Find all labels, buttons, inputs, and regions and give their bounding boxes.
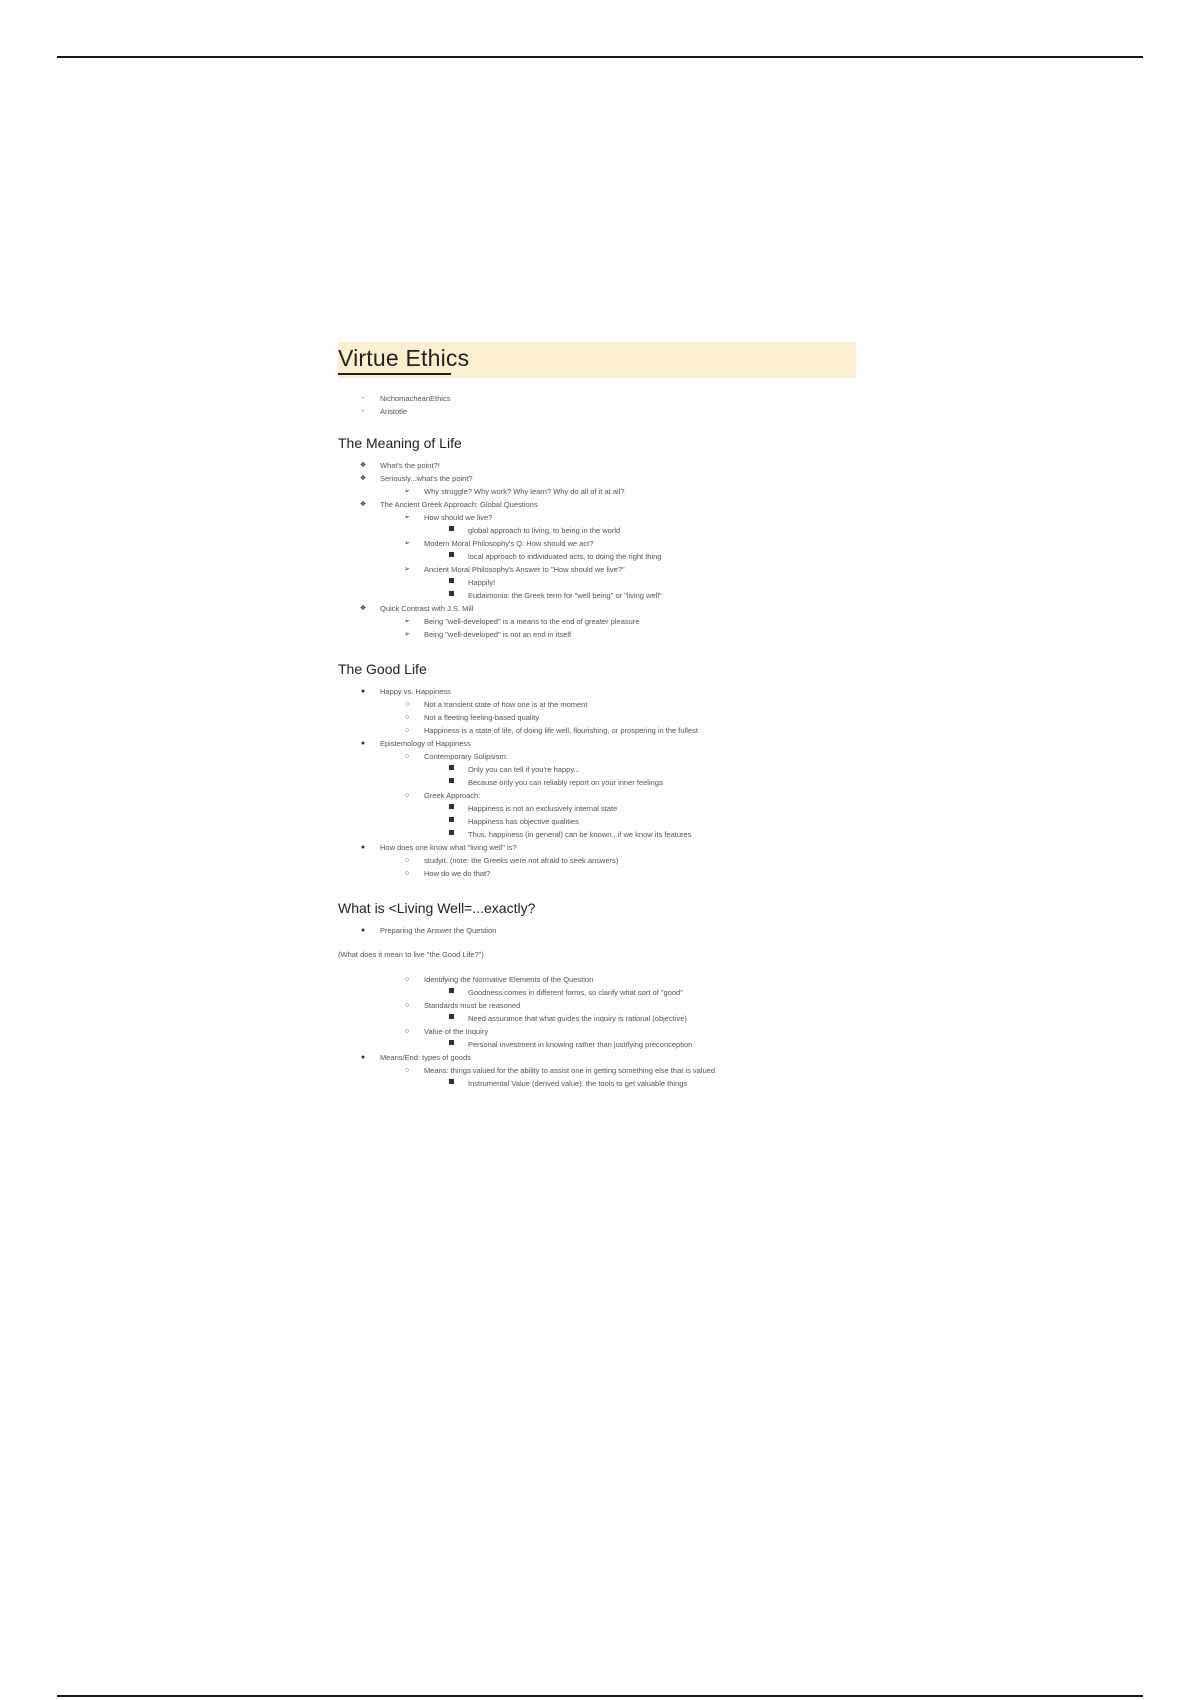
square-bullet xyxy=(446,776,456,789)
note-text: (What does it mean to live "the Good Life?") xyxy=(338,950,484,959)
list-item xyxy=(338,498,898,511)
list-item xyxy=(338,867,898,880)
bullet-marker: ○ xyxy=(404,1002,410,1009)
list-item xyxy=(338,999,898,1012)
list-item-text: Ancient Moral Philosophy's Answer to "How should we live?" xyxy=(424,565,625,574)
section-list xyxy=(338,459,898,641)
list-item xyxy=(338,854,898,867)
square-bullet xyxy=(446,1012,456,1025)
list-item-text: Not a transient state of how one is at the moment xyxy=(424,700,588,709)
list-item-text: The Ancient Greek Approach: Global Questions xyxy=(380,500,538,509)
list-item xyxy=(338,724,898,737)
list-item: - NichomacheanEthics xyxy=(338,392,898,405)
bullet-marker: ➢ xyxy=(404,618,410,625)
square-bullet xyxy=(446,576,456,589)
list-item-text: Need assurance that what guides the inquiry is rational (objective) xyxy=(468,1014,687,1023)
bottom-rule xyxy=(57,1695,1143,1697)
square-bullet xyxy=(446,1038,456,1051)
list-item-text: Happy vs. Happiness xyxy=(380,687,451,696)
square-bullet xyxy=(446,815,456,828)
list-item-text: Standards must be reasoned xyxy=(424,1001,521,1010)
list-item-text: local approach to individuated acts, to doing the right thing xyxy=(468,552,662,561)
list-item-text: Modern Moral Philosophy's Q: How should we act? xyxy=(424,539,594,548)
bullet-marker: ➢ xyxy=(404,566,410,573)
document-page xyxy=(256,262,978,1202)
bullet-marker: ○ xyxy=(404,714,410,721)
list-item-text: How does one know what "living well" is? xyxy=(380,843,517,852)
bullet-marker: ○ xyxy=(404,857,410,864)
dash-bullet: - xyxy=(361,408,365,415)
list-item xyxy=(338,802,898,815)
bullet-marker: ○ xyxy=(404,976,410,983)
bullet-marker: ❖ xyxy=(359,605,367,612)
list-item xyxy=(338,563,898,576)
list-item xyxy=(338,828,898,841)
list-item-text: Happiness is a state of life, of doing life well, flourishing, or prospering in the fullest xyxy=(424,726,698,735)
list-item xyxy=(338,1051,898,1064)
list-item: - Aristotle xyxy=(338,405,898,418)
list-item-text: Happiness is not an exclusively internal state xyxy=(468,804,618,813)
list-item-text: Why struggle? Why work? Why learn? Why do all of it at all? xyxy=(424,487,625,496)
top-rule xyxy=(57,56,1143,58)
document-content xyxy=(338,342,898,1090)
section-heading: The Good Life xyxy=(338,661,427,677)
dash-bullet: - xyxy=(361,395,365,402)
list-item xyxy=(338,485,898,498)
list-item xyxy=(338,841,898,854)
bullet-marker: ○ xyxy=(404,1067,410,1074)
list-item xyxy=(338,1077,898,1090)
list-item xyxy=(338,711,898,724)
square-bullet xyxy=(446,986,456,999)
list-item xyxy=(338,1025,898,1038)
list-item xyxy=(338,973,898,986)
list-item xyxy=(338,789,898,802)
list-item xyxy=(338,615,898,628)
document-title: Virtue Ethics xyxy=(338,345,470,371)
bullet-marker: ○ xyxy=(404,792,410,799)
bullet-marker: ● xyxy=(360,688,366,695)
bullet-marker: ● xyxy=(360,1054,366,1061)
list-item-text: Identifying the Normative Elements of the Question xyxy=(424,975,594,984)
list-item-text: Happily! xyxy=(468,578,496,587)
bullet-marker: ● xyxy=(360,740,366,747)
square-bullet xyxy=(446,802,456,815)
bullet-marker: ➢ xyxy=(404,488,410,495)
list-item-text: Preparing the Answer the Question xyxy=(380,926,497,935)
list-item-text: Thus, happiness (in general) can be known...if we know its features xyxy=(468,830,692,839)
list-item-text: Goodness comes in different forms, so clarify what sort of "good" xyxy=(468,988,683,997)
bullet-marker: ❖ xyxy=(359,501,367,508)
list-item-text: global approach to living, to being in the world xyxy=(468,526,621,535)
list-item xyxy=(338,602,898,615)
square-bullet xyxy=(446,1077,456,1090)
list-item-text: Happiness has objective qualities xyxy=(468,817,579,826)
list-item-text: Personal investment in knowing rather than justifying preconception xyxy=(468,1040,693,1049)
list-item xyxy=(338,589,898,602)
list-item-text: How should we live? xyxy=(424,513,493,522)
title-highlight xyxy=(338,342,856,378)
list-item-text: Means/End: types of goods xyxy=(380,1053,471,1062)
list-item xyxy=(338,986,898,999)
bullet-marker: ○ xyxy=(404,870,410,877)
list-item xyxy=(338,815,898,828)
intro-list xyxy=(338,392,898,418)
list-item xyxy=(338,550,898,563)
list-item-text: Value of the Inquiry xyxy=(424,1027,489,1036)
section-list xyxy=(338,685,898,880)
list-item xyxy=(338,750,898,763)
list-item xyxy=(338,537,898,550)
list-item xyxy=(338,628,898,641)
section-heading: The Meaning of Life xyxy=(338,435,462,451)
square-bullet xyxy=(446,524,456,537)
bullet-marker: ➢ xyxy=(404,540,410,547)
list-item xyxy=(338,763,898,776)
list-item-text: Only you can tell if you're happy... xyxy=(468,765,580,774)
list-item-text: Greek Approach: xyxy=(424,791,481,800)
list-item-text: Seriously...what's the point? xyxy=(380,474,473,483)
list-item-text: Being "well-developed" is a means to the end of greater pleasure xyxy=(424,617,640,626)
list-item xyxy=(338,924,898,937)
list-item xyxy=(338,1064,898,1077)
section-list xyxy=(338,973,898,1090)
list-item-text: Quick Contrast with J.S. Mill xyxy=(380,604,474,613)
list-item-text: Contemporary Solipsism: xyxy=(424,752,508,761)
list-item xyxy=(338,1038,898,1051)
list-item xyxy=(338,511,898,524)
list-item-text: studyit. (note: the Greeks were not afraid to seek answers) xyxy=(424,856,619,865)
bullet-marker: ➢ xyxy=(404,514,410,521)
list-item-text: Instrumental Value (derived value): the tools to get valuable things xyxy=(468,1079,688,1088)
list-item-text: Means: things valued for the ability to assist one in getting something else that is valued xyxy=(424,1066,716,1075)
square-bullet xyxy=(446,589,456,602)
list-item xyxy=(338,685,898,698)
list-item-text: Not a fleeting feeling-based quality xyxy=(424,713,540,722)
list-item xyxy=(338,576,898,589)
bullet-marker: ○ xyxy=(404,1028,410,1035)
list-item-text: How do we do that? xyxy=(424,869,491,878)
bullet-marker: ➢ xyxy=(404,631,410,638)
list-item-text: Being "well-developed" is not an end in itself xyxy=(424,630,572,639)
bullet-marker: ❖ xyxy=(359,462,367,469)
list-item xyxy=(338,698,898,711)
list-item xyxy=(338,1012,898,1025)
bullet-marker: ○ xyxy=(404,701,410,708)
bullet-marker: ● xyxy=(360,844,366,851)
list-item-text: What's the point?! xyxy=(380,461,440,470)
list-item-text: Eudaimonia: the Greek term for "well being" or "living well" xyxy=(468,591,662,600)
square-bullet xyxy=(446,550,456,563)
list-item-text: Because only you can reliably report on your inner feelings xyxy=(468,778,663,787)
bullet-marker: ○ xyxy=(404,727,410,734)
bullet-marker: ❖ xyxy=(359,475,367,482)
list-item-text: Epistemology of Happiness xyxy=(380,739,471,748)
list-item xyxy=(338,472,898,485)
square-bullet xyxy=(446,828,456,841)
bullet-marker: ○ xyxy=(404,753,410,760)
section-heading: What is <Living Well=...exactly? xyxy=(338,900,536,916)
bullet-marker: ● xyxy=(360,927,366,934)
list-item xyxy=(338,459,898,472)
list-item xyxy=(338,776,898,789)
section-list xyxy=(338,924,898,937)
square-bullet xyxy=(446,763,456,776)
list-item xyxy=(338,524,898,537)
title-underline xyxy=(338,373,451,375)
list-item xyxy=(338,737,898,750)
